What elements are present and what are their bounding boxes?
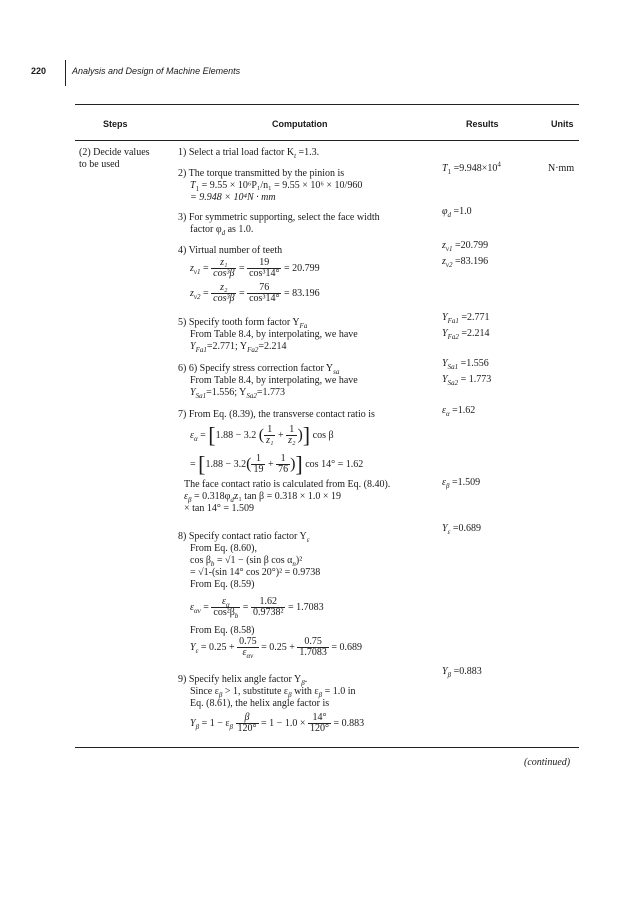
item-7: 7) From Eq. (8.39), the transverse contact ratio is [178,409,375,420]
column-header-results: Results [466,119,499,129]
virtual-teeth-zv1: $z_{v1}$ = $\frac{\text{z₁}}{\text{cos³β}}$ = $\frac{19}{\text{cos³14°}}$ = 20.799 [190,257,320,279]
column-header-units: Units [551,119,574,129]
result-face-contact-ratio: $\varepsilon_\beta =1.509$ [442,477,481,490]
result-virtual-teeth: $z_{v1} =20.799$ $z_{v2} =83.196$ [442,240,489,269]
eq-858-label: From Eq. (8.58) [190,625,255,636]
page-number: 220 [31,66,47,76]
column-header-steps: Steps [103,119,128,129]
item-2: 2) The torque transmitted by the pinion is $T_1 = 9.55 \times 10^6P_1/n_1 = 9.55 \times 10^6 \times 10/960$ = 9.948 × 10⁴N · mm [178,168,363,203]
item-3: 3) For symmetric supporting, select the face width factor $\varphi_d$ as 1.0. [178,212,380,237]
transverse-contact-ratio-eq1: $\varepsilon_\alpha = [1.88 - 3.2$ ( $\frac{1}{\text{z₁}}$ + $\frac{1}{\text{z₂}}$ )] cos β [190,422,334,448]
virtual-teeth-zv2: $z_{v2}$ = $\frac{\text{z₂}}{\text{cos³β}}$ = $\frac{76}{\text{cos³14°}}$ = 83.196 [190,282,320,304]
equivalent-contact-ratio: $\varepsilon_{\alpha v}$ = $\frac{\varepsilon_\alpha}{\cos^2\beta_b}$ = $\frac{1.62}{\text{0.9738²}}$ = 1.7083 [190,596,324,620]
item-9: 9) Specify helix angle factor $Y_\beta$. Since $\varepsilon_\beta > 1$, substitute $\varepsilon_\beta$ with $\varepsilon_\beta = 1.0$ in Eq. (8.61), the helix angle factor is [178,674,356,709]
result-torque: $T_1 =9.948\times 10^4$ [442,160,501,176]
table-header-rule [75,140,579,141]
table-top-rule [75,104,579,105]
contact-ratio-factor-eq: $Y_\varepsilon = 0.25$ + $\frac{0.75}{\varepsilon_{\alpha v}}$ = 0.25 + $\frac{0.75}{1.7083}$ = 0.689 [190,636,363,660]
item-1: 1) Select a trial load factor $K_t =1.3$. [178,147,320,160]
transverse-contact-ratio-eq2: = [1.88 − 3.2( $\frac{1}{19}$ + $\frac{1}{76}$ )] cos 14° = 1.62 [190,451,364,477]
helix-angle-factor-eq: $Y_\beta = 1 - \varepsilon_\beta$ $\frac{\beta}{120^\circ}$ = 1 − 1.0 × $\frac{14^\circ}{120^\circ}$ = 0.883 [190,712,365,734]
result-stress-correction-factor: $Y_{Sa1} =1.556$ $Y_{Sa2} = 1.773$ [442,358,492,387]
item-5: 5) Specify tooth form factor $Y_{Fa}$ From Table 8.4, by interpolating, we have $Y_{Fa1}=2.771$; $Y_{Fa2}=2.214$ [178,317,358,354]
result-transverse-contact-ratio: $\varepsilon_\alpha =1.62$ [442,405,476,418]
result-contact-ratio-factor: $Y_\varepsilon =0.689$ [442,523,481,536]
face-contact-ratio: The face contact ratio is calculated from Eq. (8.40). $\varepsilon_\beta = 0.318\varphi_dz_1$ tan β = 0.318 × 1.0 × 19 × tan 14° = 1.509 [184,479,391,514]
unit-torque: N·mm [548,163,575,174]
continued-label: (continued) [524,757,571,768]
table-bottom-rule [75,747,579,748]
result-tooth-form-factor: $Y_{Fa1} =2.771$ $Y_{Fa2} =2.214$ [442,312,490,341]
header-divider [65,60,66,86]
running-title: Analysis and Design of Machine Elements [72,66,241,76]
item-6: 6) 6) Specify stress correction factor $Y_{sa}$ From Table 8.4, by interpolating, we have $Y_{Sa1}=1.556$; $Y_{Sa2}=1.773$ [178,363,358,400]
result-face-width-factor: $\varphi_d =1.0$ [442,206,472,219]
result-helix-angle-factor: $Y_\beta =0.883$ [442,666,482,679]
item-8: 8) Specify contact ratio factor $Y_\varepsilon$ From Eq. (8.60), $\cos \beta_b = √1 - (\sin$ β $\cos \alpha_n)^2$ = √1-(sin 14° cos 20°)² = 0.9738 From Eq. (8.59) [178,531,321,590]
item-4: 4) Virtual number of teeth [178,245,283,256]
column-header-computation: Computation [272,119,328,129]
step-label: (2) Decide values to be used [79,147,150,170]
